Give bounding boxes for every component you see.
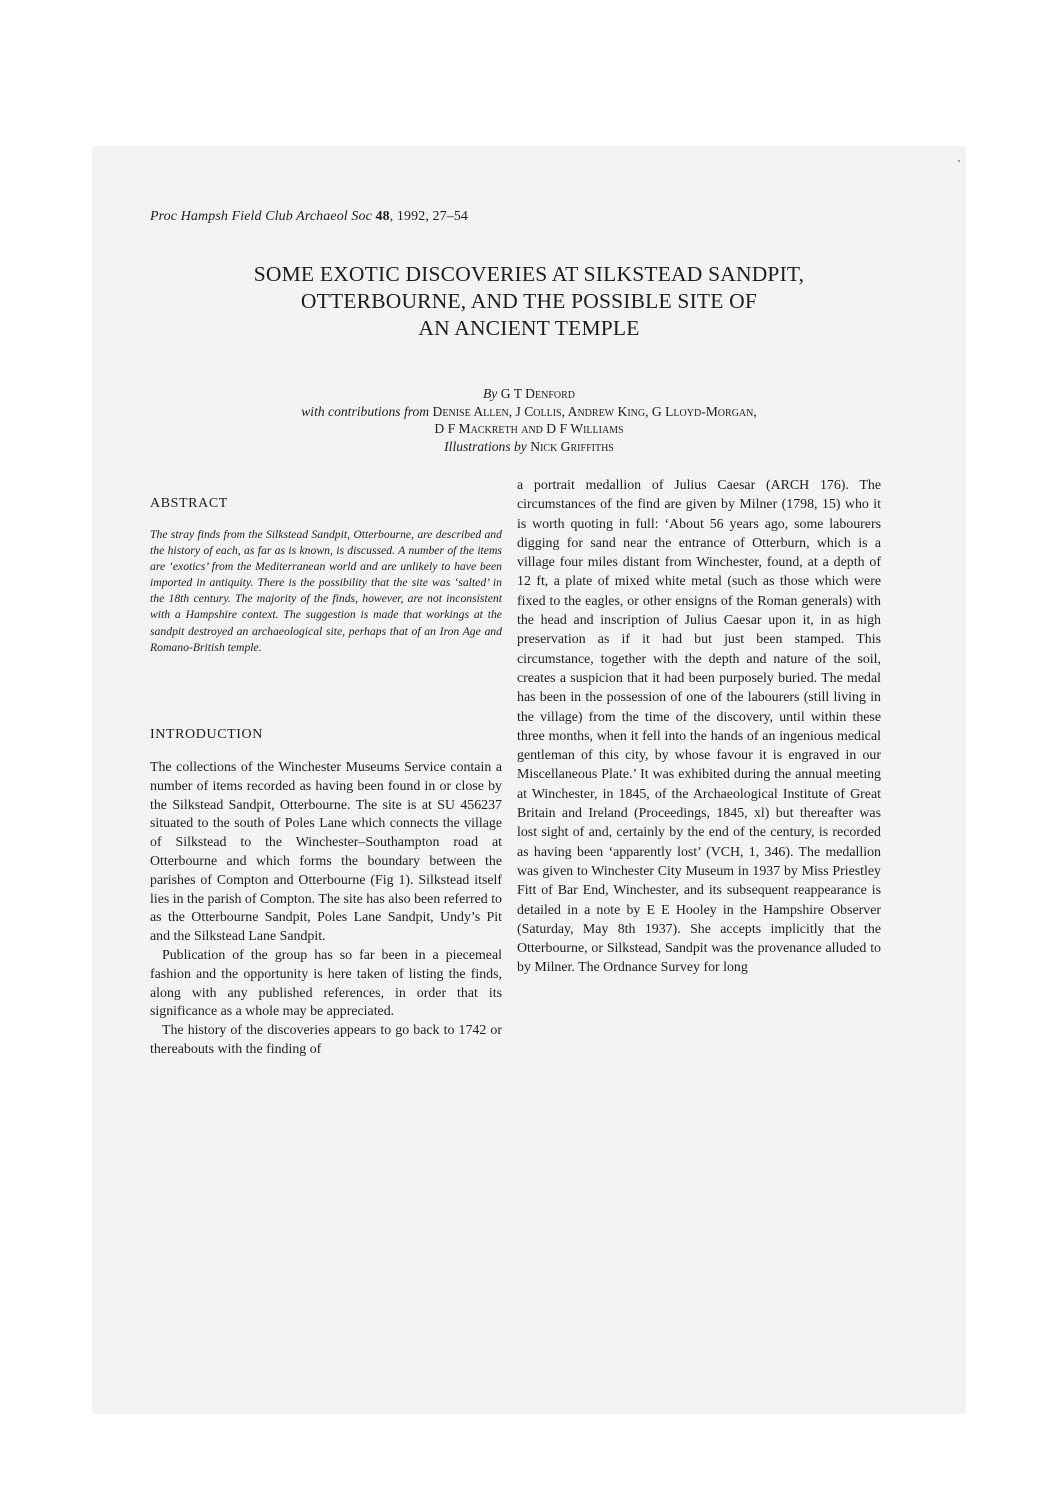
journal-name: Proc Hampsh Field Club Archaeol Soc (150, 209, 372, 224)
author-name: G T Denford (500, 386, 575, 401)
article-title (120, 261, 938, 342)
by-label: By (483, 386, 498, 401)
title-line-2: OTTERBOURNE, AND THE POSSIBLE SITE OF (300, 289, 758, 313)
illustrator-name: Nick Griffiths (530, 438, 614, 454)
contributors-line-1 (120, 403, 938, 421)
intro-paragraph-2: Publication of the group has so far been in a piecemeal fashion and the opportunity is here taken of listing the finds, along with any published references, in order that its significance as a whole may be appreciated. (150, 947, 502, 1020)
contributors-names-1: Denise Allen, J Collis, Andrew King, G Lloyd-Morgan, (432, 403, 757, 419)
abstract-text: The stray finds from the Silkstead Sandpit, Otterbourne, are described and the history of each, as far as is known, is discussed. A number of the items are ‘exotics’ from the Mediterranean world and are unlikely to have been imported in antiquity. There is the possibility that the site was ‘salted’ in the 18th century. The majority of the finds, however, are not inconsistent with a Hampshire context. The suggestion is made that workings at the sandpit destroyed an archaeological site, perhaps that of an Iron Age and Romano-British temple. (150, 528, 502, 654)
intro-paragraph-3: The history of the discoveries appears to go back to 1742 or thereabouts with the finding of (150, 1023, 502, 1057)
contributors-line-2: D F Mackreth and D F Williams (434, 421, 624, 437)
abstract-heading: ABSTRACT (150, 496, 228, 511)
journal-volume: 48 (375, 209, 390, 224)
right-column (517, 476, 881, 978)
byline (120, 385, 938, 455)
author-line (120, 385, 938, 403)
journal-citation (150, 209, 468, 225)
journal-year-pages: , 1992, 27–54 (389, 209, 469, 224)
illus-label: Illustrations by (444, 438, 527, 454)
introduction-heading: INTRODUCTION (150, 727, 263, 742)
right-column-text: a portrait medallion of Julius Caesar (ARCH 176). The circumstances of the find are given by Milner (1798, 15) who it is worth quoting in full: ‘About 56 years ago, some labourers digging for sand near the entrance of Otterburn, which is a village four miles distant from Winchester, found, at a depth of 12 ft, a plate of mixed white metal (such as those which were fixed to the eagles, or other ensigns of the Roman generals) with the head and inscription of Julius Caesar upon it, in as high preservation as if it had but just been stamped. This circumstance, together with the depth and nature of the soil, creates a suspicion that it had been purposely buried. The medal has been in the possession of one of the labourers (still living in the village) from the time of the discovery, until within these three months, when it fell into the hands of an ingenious medical gentleman of this city, by whose favour it is engraved in our Miscellaneous Plate.’ It was exhibited during the annual meeting at Winchester, in 1845, of the Archaeological Institute of Great Britain and Ireland (Proceedings, 1845, xl) but thereafter was lost sight of and, certainly by the end of the century, is recorded as having been ‘apparently lost’ (VCH, 1, 346). The medallion was given to Winchester City Museum in 1937 by Miss Priestley Fitt of Bar End, Winchester, and its subsequent reappearance is detailed in a note by E E Hooley in the Hampshire Observer (Saturday, May 8th 1937). She accepts implicitly that the Otterbourne, or Silkstead, Sandpit was the provenance alluded to by Milner. The Ordnance Survey for long (517, 478, 881, 976)
title-line-1: SOME EXOTIC DISCOVERIES AT SILKSTEAD SANDPIT, (253, 262, 805, 286)
intro-paragraph-1: The collections of the Winchester Museums Service contain a number of items recorded as having been found in or close by the Silkstead Sandpit, Otterbourne. The site is at SU 456237 situated to the south of Poles Lane which connects the village of Silkstead to the Winchester–Southampton road at Otterbourne and which forms the boundary between the parishes of Compton and Otterbourne (Fig 1). Silkstead itself lies in the parish of Compton. The site has also been referred to as the Otterbourne Sandpit, Poles Lane Sandpit, Undy’s Pit and the Silkstead Lane Sandpit. (150, 760, 502, 945)
title-line-3: AN ANCIENT TEMPLE (418, 316, 640, 340)
illustrator-line (120, 438, 938, 456)
introduction-body (150, 759, 502, 1060)
contrib-label: with contributions from (301, 403, 430, 419)
